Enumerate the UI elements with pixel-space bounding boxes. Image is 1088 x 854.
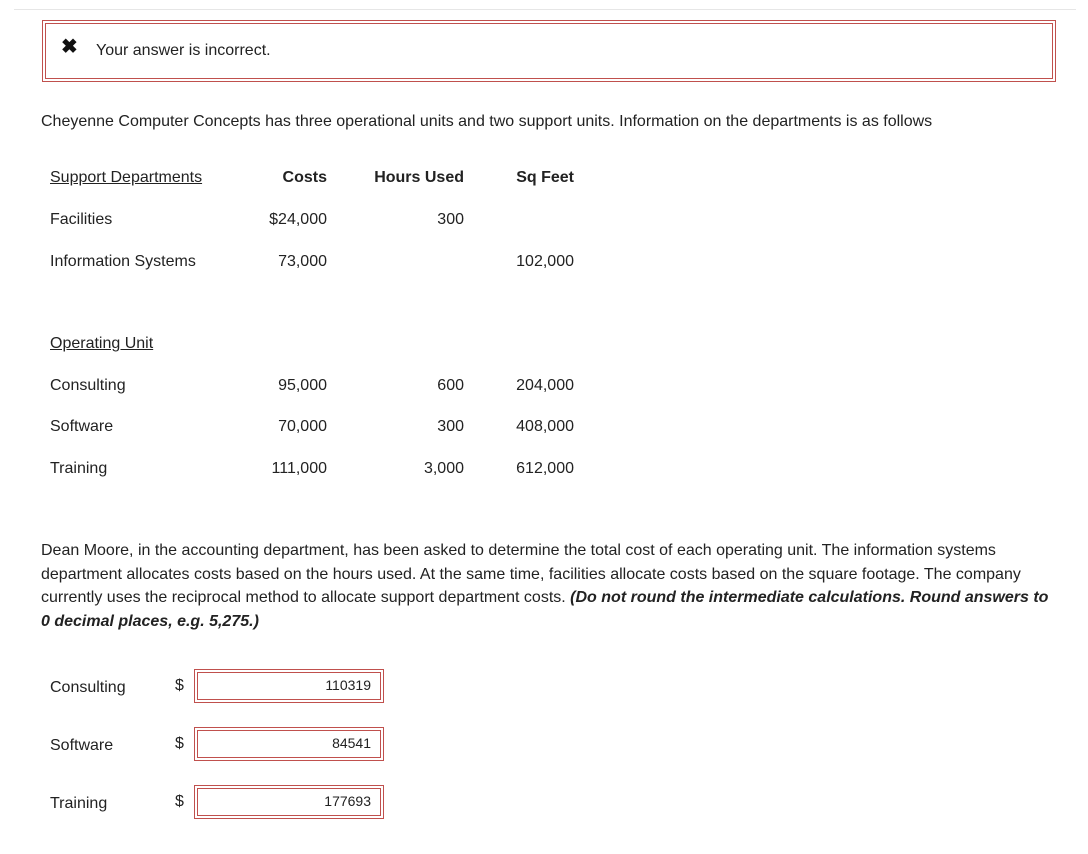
information-systems-sqft: 102,000 [516,253,574,270]
incorrect-answer-alert [42,20,1056,82]
alert-message: Your answer is incorrect. [96,42,271,59]
operating-unit-header: Operating Unit [50,335,154,352]
software-sqft: 408,000 [516,418,574,435]
facilities-hours: 300 [437,211,464,228]
x-mark-icon: ✖ [61,36,78,58]
answer-label-consulting: Consulting [50,679,126,696]
row-label-facilities: Facilities [50,211,113,228]
facilities-costs: $24,000 [269,211,327,228]
costs-column-header: Costs [282,169,327,186]
answer-label-software: Software [50,737,114,754]
software-hours: 300 [437,418,464,435]
dollar-sign: $ [175,735,184,752]
dollar-sign: $ [175,677,184,694]
sq-feet-column-header: Sq Feet [516,169,574,186]
instructions-paragraph [41,539,1051,633]
training-answer-input[interactable] [194,785,384,819]
instructions-body: Dean Moore, in the accounting department, has been asked to determine the total cost of each operating unit. The information systems department allocates costs based on the hours used. At the same time, facilities allocate costs based on the square footage. The company currently uses the reciprocal method to allocate support department costs. [41,542,1021,606]
problem-intro: Cheyenne Computer Concepts has three operational units and two support units. Information on the departments is as follows [41,113,933,130]
row-label-consulting: Consulting [50,377,126,394]
row-label-training: Training [50,460,108,477]
software-costs: 70,000 [278,418,327,435]
instructions-emphasis: (Do not round the intermediate calculations. Round answers to 0 decimal places, e.g. 5,275.) [41,589,1049,630]
consulting-sqft: 204,000 [516,377,574,394]
consulting-answer-value: 110319 [325,677,371,693]
support-departments-header: Support Departments [50,169,203,186]
consulting-answer-input[interactable] [194,669,384,703]
dollar-sign: $ [175,793,184,810]
hours-used-column-header: Hours Used [374,169,464,186]
top-divider [14,9,1076,10]
training-costs: 111,000 [271,460,327,477]
software-answer-value: 84541 [332,735,371,751]
answer-label-training: Training [50,795,108,812]
training-hours: 3,000 [423,460,464,477]
consulting-hours: 600 [437,377,464,394]
row-label-software: Software [50,418,114,435]
training-sqft: 612,000 [516,460,574,477]
information-systems-costs: 73,000 [278,253,327,270]
consulting-costs: 95,000 [278,377,327,394]
software-answer-input[interactable] [194,727,384,761]
training-answer-value: 177693 [324,793,371,809]
row-label-information-systems: Information Systems [50,253,196,270]
